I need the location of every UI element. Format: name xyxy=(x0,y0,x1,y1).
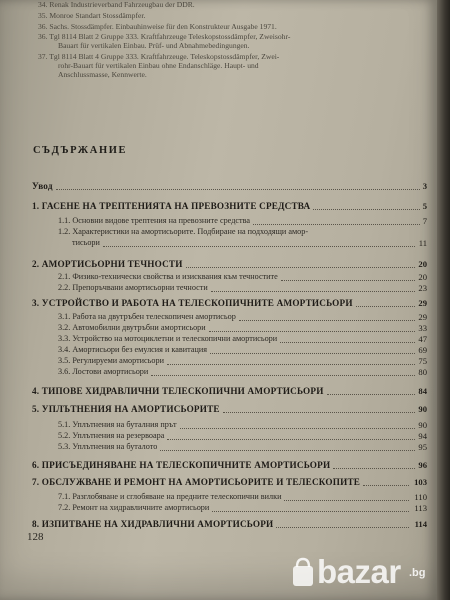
reference-line: 37. Tgl 8114 Blatt 4 Gruppe 333. Kraftfahrzeuge. Teleskopstossdämpfer, Zwei- xyxy=(38,52,280,61)
toc-page-number: 3 xyxy=(422,181,427,191)
toc-chapter-title: 8. ИЗПИТВАНЕ НА ХИДРАВЛИЧНИ АМОРТИСЬОРИ xyxy=(32,519,274,529)
toc-dotted-leader xyxy=(253,223,420,225)
toc-page-number: 96 xyxy=(418,460,427,470)
toc-dotted-leader xyxy=(212,510,409,512)
toc-section-title: 3.1. Работа на двутръбен телескопичен амортисьор xyxy=(58,312,236,321)
toc-page-number: 33 xyxy=(418,323,427,333)
watermark-logo xyxy=(291,553,437,593)
toc-page-number: 84 xyxy=(418,386,427,396)
toc-chapter-title: 2. АМОРТИСЬОРНИ ТЕЧНОСТИ xyxy=(32,259,183,269)
toc-dotted-leader xyxy=(180,427,415,429)
toc-chapter-title: 5. УПЛЪТНЕНИЯ НА АМОРТИСЬОРИТЕ xyxy=(32,404,220,414)
toc-dotted-leader xyxy=(313,208,420,210)
reference-line: Anschlussmasse, Kennwerte. xyxy=(58,70,147,79)
toc-section-title: 3.4. Амортисьори без емулсия и кавитация xyxy=(58,345,207,354)
toc-dotted-leader xyxy=(103,245,415,247)
toc-page-number: 90 xyxy=(418,420,427,430)
toc-dotted-leader xyxy=(167,438,415,440)
toc-section-title: 5.3. Уплътнения на буталото xyxy=(58,442,158,451)
toc-chapter-title: 1. ГАСЕНЕ НА ТРЕПТЕНИЯТА НА ПРЕВОЗНИТЕ СРЕДСТВА xyxy=(32,201,311,211)
toc-dotted-leader xyxy=(223,411,415,413)
toc-page-number: 90 xyxy=(418,404,427,414)
toc-page-number: 23 xyxy=(418,283,427,293)
toc-chapter-title: Увод xyxy=(32,181,53,191)
toc-page-number: 20 xyxy=(418,272,427,282)
toc-dotted-leader xyxy=(239,319,415,321)
toc-section-title: 2.1. Физико-технически свойства и изисквания към течностите xyxy=(58,272,278,281)
toc-dotted-leader xyxy=(211,290,415,292)
reference-line: Bauart für vertikalen Einbau. Prüf- und Abnahmebedingungen. xyxy=(58,41,250,50)
toc-page-number: 114 xyxy=(414,519,427,529)
watermark-brand: bazar xyxy=(317,553,401,590)
toc-page-number: 11 xyxy=(418,238,427,248)
reference-line: 34. Renak Industrieverband Fahrzeugbau der DDR. xyxy=(38,0,195,9)
toc-dotted-leader xyxy=(186,266,415,268)
toc-page-number: 103 xyxy=(414,477,427,487)
toc-section-title: 3.2. Автомобилни двутръбни амортисьори xyxy=(58,323,206,332)
reference-line: 35. Monroe Standart Stossdämpfer. xyxy=(38,11,146,20)
toc-section-title: 5.2. Уплътнения на резервоара xyxy=(58,431,165,440)
toc-dotted-leader xyxy=(333,467,415,469)
toc-dotted-leader xyxy=(151,374,415,376)
toc-dotted-leader xyxy=(327,393,415,395)
toc-section-title: 3.3. Устройство на мотоциклетни и телескопични амортисьори xyxy=(58,334,278,343)
toc-dotted-leader xyxy=(281,279,415,281)
page-number: 128 xyxy=(27,531,44,543)
toc-chapter-title: 6. ПРИСЪЕДИНЯВАНЕ НА ТЕЛЕСКОПИЧНИТЕ АМОРТИСЬОРИ xyxy=(32,460,331,470)
toc-dotted-leader xyxy=(356,305,415,307)
page-edge-shadow xyxy=(437,0,450,600)
toc-page-number: 94 xyxy=(418,431,427,441)
toc-page-number: 5 xyxy=(422,201,427,211)
toc-section-title: 7.1. Разглобяване и сглобяване на предните телескопични вилки xyxy=(58,492,282,501)
toc-page-number: 69 xyxy=(418,345,427,355)
toc-section-title: 1.1. Основни видове трептения на превозните средства xyxy=(58,216,250,225)
toc-dotted-leader xyxy=(160,449,415,451)
toc-page-number: 29 xyxy=(418,312,427,322)
toc-section-title: 3.6. Лостови амортисьори xyxy=(58,367,149,376)
toc-dotted-leader xyxy=(209,330,415,332)
toc-section-title: 7.2. Ремонт на хидравличните амортисьори xyxy=(58,503,210,512)
toc-page-number: 95 xyxy=(418,442,427,452)
toc-dotted-leader xyxy=(167,363,415,365)
toc-section-title: тисьори xyxy=(72,238,100,247)
reference-line: rohr-Bauart für vertikalen Einbau ohne Endanschläge. Haupt- und xyxy=(58,61,259,70)
reference-line: 36. Tgl 8114 Blatt 2 Gruppe 333. Kraftfahrzeuge Teleskopstossdämpfer, Zweisohr- xyxy=(38,32,291,41)
toc-page-number: 80 xyxy=(418,367,427,377)
toc-title: СЪДЪРЖАНИЕ xyxy=(33,145,128,156)
toc-dotted-leader xyxy=(210,352,415,354)
toc-chapter-title: 4. ТИПОВЕ ХИДРАВЛИЧНИ ТЕЛЕСКОПИЧНИ АМОРТИСЬОРИ xyxy=(32,386,324,396)
toc-chapter-title: 3. УСТРОЙСТВО И РАБОТА НА ТЕЛЕСКОПИЧНИТЕ АМОРТИСЬОРИ xyxy=(32,298,353,308)
shopping-bag-icon xyxy=(291,557,315,587)
toc-dotted-leader xyxy=(363,484,409,486)
toc-section-title: 3.5. Регулируеми амортисьори xyxy=(58,356,164,365)
toc-page-number: 20 xyxy=(418,259,427,269)
toc-section-title: 5.1. Уплътнения на буталния прът xyxy=(58,420,177,429)
toc-page-number: 113 xyxy=(414,503,427,513)
reference-line: 36. Sachs. Stossdämpfer. Einbauhinweise für den Konstrukteur Ausgabe 1971. xyxy=(38,22,277,31)
toc-page-number: 47 xyxy=(418,334,427,344)
toc-dotted-leader xyxy=(276,526,409,528)
toc-page-number: 29 xyxy=(418,298,427,308)
toc-page-number: 110 xyxy=(414,492,427,502)
watermark-tld: .bg xyxy=(409,567,426,579)
toc-dotted-leader xyxy=(284,499,409,501)
toc-page-number: 7 xyxy=(422,216,427,226)
toc-section-title: 1.2. Характеристики на амортисьорите. Подбиране на подходящи амор- xyxy=(58,227,309,236)
toc-chapter-title: 7. ОБСЛУЖВАНЕ И РЕМОНТ НА АМОРТИСЬОРИТЕ И ТЕЛЕСКОПИТЕ xyxy=(32,477,361,487)
toc-page-number: 75 xyxy=(418,356,427,366)
toc-section-title: 2.2. Препоръчвани амортисьорни течности xyxy=(58,283,208,292)
toc-dotted-leader xyxy=(280,341,415,343)
toc-dotted-leader xyxy=(56,188,420,190)
